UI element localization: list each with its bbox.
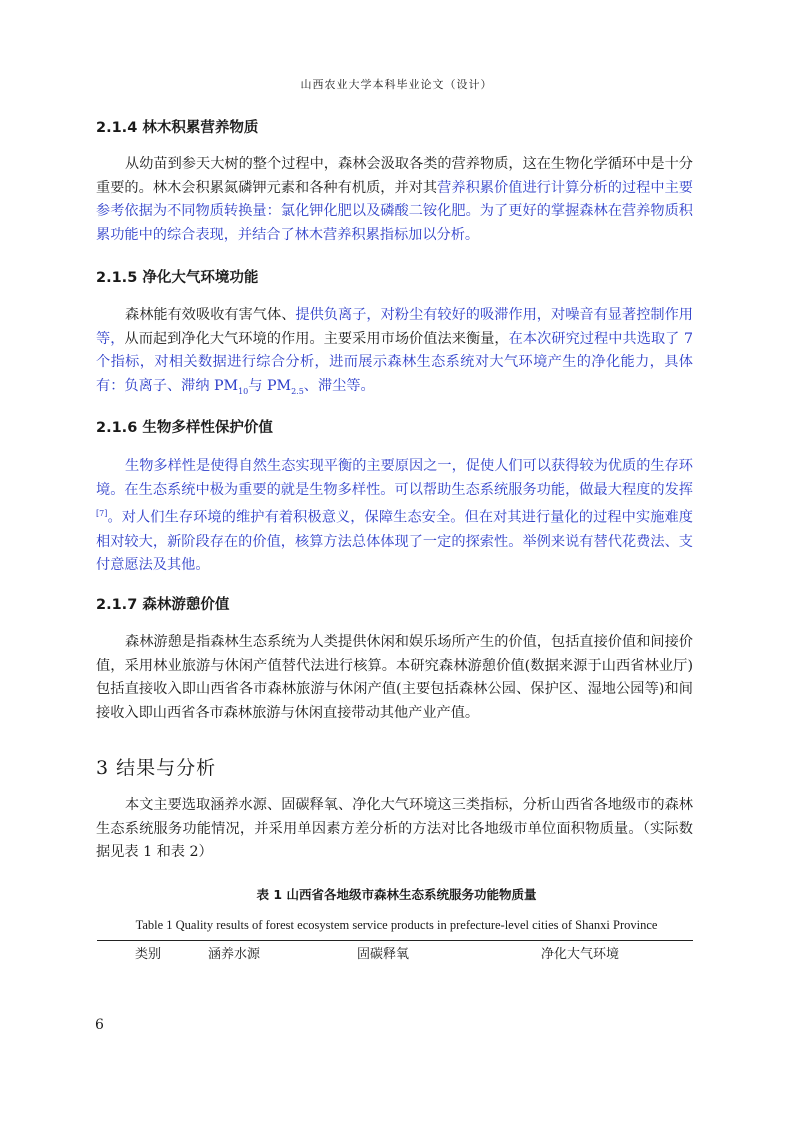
highlighted-text-run: 提供负离子，对粉尘有较好的吸滞作用，对噪音有显著控制作用等， bbox=[96, 307, 693, 347]
table-caption-en: Table 1 Quality results of forest ecosystem service products in prefecture-level cities of Shanxi Province bbox=[135, 918, 658, 932]
highlighted-text-run: 、滞尘等。 bbox=[303, 377, 375, 394]
section-title-3: 3 结果与分析 bbox=[96, 757, 217, 779]
section-title-2-1-7: 2.1.7 森林游憩价值 bbox=[96, 597, 230, 613]
highlighted-text-run: 与 PM bbox=[248, 377, 292, 394]
table-caption-cn: 表 1 山西省各地级市森林生态系统服务功能物质量 bbox=[256, 887, 537, 902]
text-run: 森林能有效吸收有害气体、 bbox=[125, 307, 296, 323]
subscript-10: 10 bbox=[238, 386, 249, 396]
section-title-2-1-6: 2.1.6 生物多样性保护价值 bbox=[96, 420, 273, 436]
section-2-1-7-paragraph: 森林游憩是指森林生态系统为人类提供休闲和娱乐场所产生的价值，包括直接价值和间接价值，采用林业旅游与休闲产值替代法进行核算。本研究森林游憩价值(数据来源于山西省林业厅)包括直接收入即山西省各市森林旅游与休闲产值(主要包括森林公园、保护区、湿地公园等)和间接收入即山西省各市森林旅游与休闲直接带动其他产业产值。 bbox=[96, 634, 693, 721]
highlighted-text-run: 在本次研究过程中共选取了 7 个指标，对相关数据进行综合分析，进而展示森林生态系统对大气环境产生的净化能力，具体有：负离子、滞纳 PM bbox=[96, 330, 693, 394]
section-title-2-1-5: 2.1.5 净化大气环境功能 bbox=[96, 270, 259, 286]
section-2-1-4-paragraph bbox=[96, 153, 693, 247]
subscript-2-5: 2.5 bbox=[291, 386, 304, 396]
table-header-water: 涵养水源 bbox=[208, 947, 261, 962]
text-run: 。对人们生存环境的维护有着积极意义，保障生态安全。但在对其进行量化的过程中实施难度相对较大，新阶段存在的价值，核算方法总体体现了一定的探索性。举例来说有替代花费法、支付意愿法及其他。 bbox=[96, 509, 693, 574]
running-header: 山西农业大学本科毕业论文（设计） bbox=[300, 78, 493, 91]
section-2-1-6-paragraph bbox=[96, 455, 693, 578]
page-number: 6 bbox=[95, 1017, 104, 1033]
table-header-air: 净化大气环境 bbox=[541, 947, 620, 962]
table-header-category: 类别 bbox=[135, 947, 162, 962]
highlighted-text-run: 营养积累价值进行计算分析的过程中主要参考依据为不同物质转换量：氯化钾化肥以及磷酸二铵化肥。为了更好的掌握森林在营养物质积累功能中的综合表现，并结合了林木营养积累指标加以分析。 bbox=[96, 179, 693, 243]
table-header-carbon: 固碳释氧 bbox=[357, 947, 410, 962]
table-top-rule bbox=[97, 940, 693, 941]
text-run: 从幼苗到参天大树的整个过程中，森林会汲取各类的营养物质，这在生物化学循环中是十分重要的。林木会积累氮磷钾元素和各种有机质，并对其 bbox=[96, 156, 693, 196]
section-title-2-1-4: 2.1.4 林木积累营养物质 bbox=[96, 120, 259, 136]
text-run: 从而起到净化大气环境的作用。主要采用市场价值法来衡量， bbox=[124, 330, 509, 347]
text-run: 生物多样性是使得自然生态实现平衡的主要原因之一，促使人们可以获得较为优质的生存环境。在生态系统中极为重要的就是生物多样性。可以帮助生态系统服务功能，做最大程度的发挥 bbox=[96, 458, 693, 498]
citation-ref: [7] bbox=[96, 509, 108, 519]
header-rule bbox=[96, 96, 693, 97]
section-2-1-5-paragraph bbox=[96, 304, 693, 403]
section-3-paragraph: 本文主要选取涵养水源、固碳释氧、净化大气环境这三类指标，分析山西省各地级市的森林生态系统服务功能情况，并采用单因素方差分析的方法对比各地级市单位面积物质量。（实际数据见表 1 和表 2） bbox=[96, 797, 693, 861]
